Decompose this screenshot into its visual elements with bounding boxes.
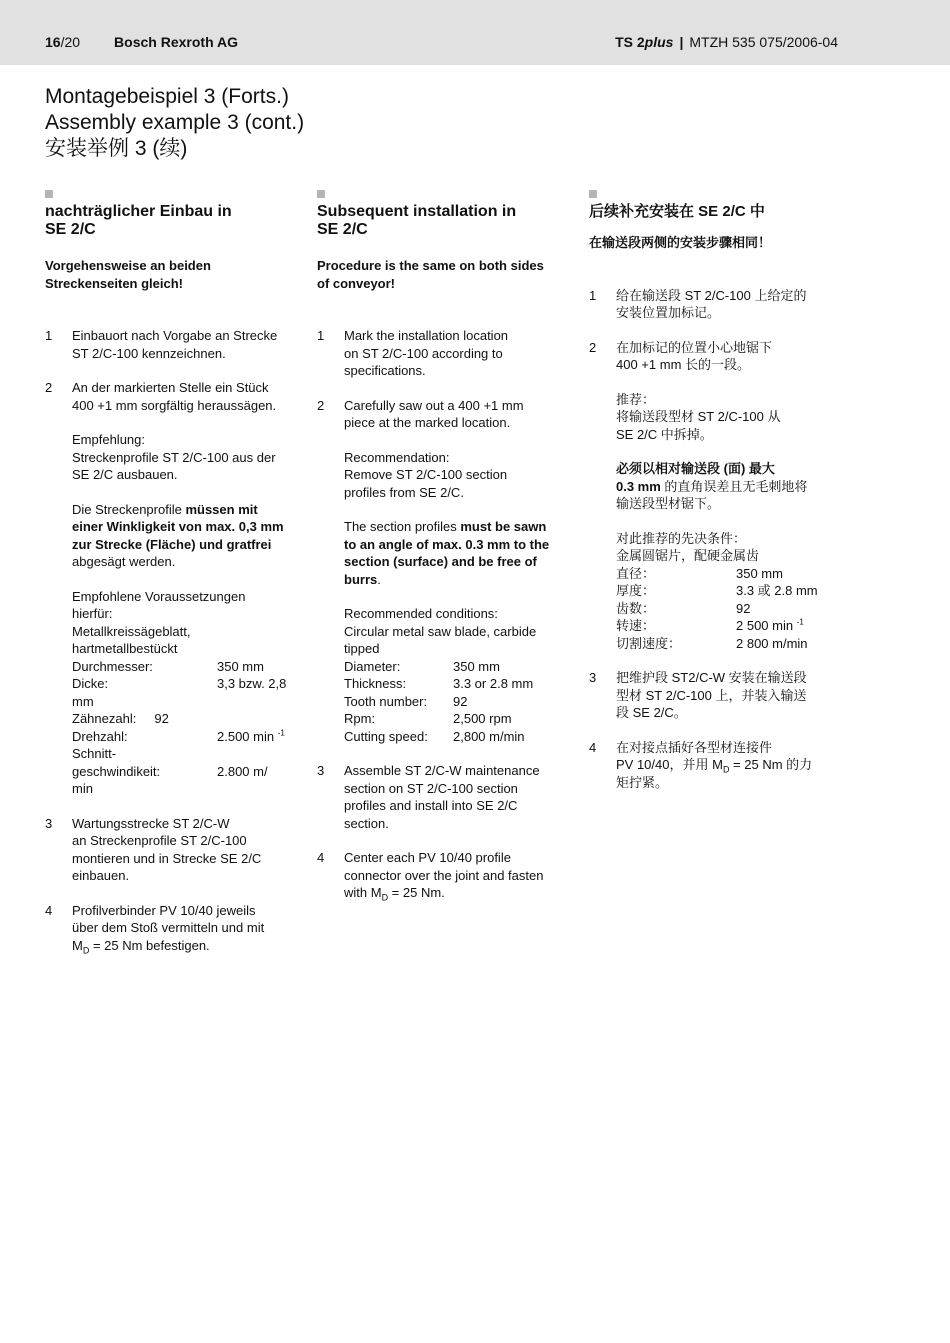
spec-diameter: 直径： 350 mm bbox=[616, 565, 783, 581]
recommendation: Recommendation: Remove ST 2/C-100 section profiles from SE 2/C. bbox=[344, 449, 508, 500]
step-3: 3 Wartungsstrecke ST 2/C-W an Streckenprofile ST 2/C-100 montieren und in Strecke SE 2/C einbauen. bbox=[45, 815, 262, 883]
section-note: Vorgehensweise an beiden Streckenseiten gleich! bbox=[45, 258, 211, 291]
step-list bbox=[589, 287, 844, 792]
spec-thickness: 厚度： 3.3 或 2.8 mm bbox=[616, 583, 818, 598]
requirement-note: The section profiles must be sawn to an angle of max. 0.3 mm to the section (surface) and be free of burrs. bbox=[344, 519, 550, 587]
column-chinese bbox=[589, 190, 844, 808]
step-list bbox=[317, 327, 572, 902]
spec-rpm: 转速： 2 500 min $^{-1}$ bbox=[616, 617, 804, 633]
spec-teeth: Zähnezahl: 92 bbox=[72, 711, 169, 726]
page-header bbox=[0, 0, 950, 65]
title-zh: 安装举例 3 (续) bbox=[45, 137, 188, 160]
title-de: Montagebeispiel 3 (Forts.) bbox=[45, 85, 289, 108]
page-total: /20 bbox=[60, 34, 81, 50]
column-english bbox=[317, 190, 572, 919]
step-1: 1 Einbauort nach Vorgabe an Strecke ST 2/C-100 kennzeichnen. bbox=[45, 328, 278, 361]
page-number: 16 bbox=[45, 34, 61, 50]
spec-thickness: Dicke: 3,3 bzw. 2,8 bbox=[72, 676, 287, 691]
step-4: 4 Center each PV 10/40 profile connector over the joint and fasten with $M_D = 25$ Nm. bbox=[317, 850, 544, 903]
section-heading: 后续补充安装在 SE 2/C 中 bbox=[589, 203, 765, 220]
section-bullet-icon bbox=[45, 190, 53, 198]
step-list bbox=[45, 327, 300, 954]
spec-diameter: Durchmesser: 350 mm bbox=[72, 658, 264, 674]
requirement-note: 必须以相对输送段 (面) 最大 0.3 mm 的直角误差且无毛刺地将 输送段型材锯下。 bbox=[616, 461, 808, 511]
step-3: 3 Assemble ST 2/C-W maintenance section on ST 2/C-100 section profiles and install into SE 2/C section. bbox=[317, 763, 540, 831]
requirement-note: Die Streckenprofile müssen mit einer Winkligkeit von max. 0,3 mm zur Strecke (Fläche) und gratfrei abgesägt werden. bbox=[72, 501, 284, 569]
spec-cutting-speed: geschwindikeit: 2.800 m/ bbox=[72, 763, 268, 779]
step-2: 2 Carefully saw out a 400 +1 mm piece at the marked location. Recommendation: Remove ST 2/C-100 section profiles from SE 2/C. The section profiles must be sawn to an angle of max. 0.3 mm to the section (surface) and be free of burrs. Recommended conditions: Circular metal saw blade, carbide tipped Diameter: 350 mm Thickness: 3.3 or 2.8 mm Tooth number: 92 Rpm: 2,500 rpm Cutting speed: 2,800 m/min bbox=[317, 397, 572, 746]
step-1: 1 给在输送段 ST 2/C-100 上给定的 安装位置加标记。 bbox=[589, 287, 807, 320]
company-name: Bosch Rexroth AG bbox=[114, 34, 238, 50]
section-note: 在输送段两侧的安装步骤相同！ bbox=[589, 235, 772, 250]
column-german bbox=[45, 190, 300, 971]
section-note: Procedure is the same on both sides of conveyor! bbox=[317, 258, 544, 291]
section-bullet-icon bbox=[317, 190, 325, 198]
document-number: MTZH 535 075/2006-04 bbox=[689, 34, 838, 50]
step-2: 2 在加标记的位置小心地锯下 400 +1 mm 长的一段。 推荐： 将输送段型材 ST 2/C-100 从 SE 2/C 中拆掉。 必须以相对输送段 (面) 最大 0.3 mm 的直角误差且无毛刺地将 输送段型材锯下。 对此推荐的先决条件： 金属圆锯片，配硬金属齿 直径： 350 mm 厚度： 3.3 或 2.8 mm 齿数： 92 转速： 2 500 min $^{-1}$ 切割速度： 2 800 m/min bbox=[589, 339, 844, 653]
spec-teeth: Tooth number: 92 bbox=[344, 693, 468, 709]
step-4: 4 在对接点插好各型材连接件 PV 10/40，并用 $M_D = 25$ Nm 的力 矩拧紧。 bbox=[589, 739, 813, 790]
step-4: 4 Profilverbinder PV 10/40 jeweils über dem Stoß vermitteln und mit $M_D = 25$ Nm befestigen. bbox=[45, 902, 265, 956]
step-2: 2 An der markierten Stelle ein Stück 400 +1 mm sorgfältig heraussägen. Empfehlung: Streckenprofile ST 2/C-100 aus der SE 2/C ausbauen. Die Streckenprofile müssen mit einer Winkligkeit von max. 0,3 mm zur Strecke (Fläche) und gratfrei abgesägt werden. Empfohlene Voraussetzungen hierfür: Metallkreissägeblatt, hartmetallbestückt Durchmesser: 350 mm Dicke: 3,3 bzw. 2,8 mm Zähnezahl: 92 Drehzahl: 2.500 min $^{-1}$ Schnitt- geschwindikeit: 2.800 m/ min bbox=[45, 379, 300, 798]
spec-diameter: Diameter: 350 mm bbox=[344, 658, 500, 674]
title-en: Assembly example 3 (cont.) bbox=[45, 111, 305, 134]
header-right bbox=[615, 34, 838, 50]
product-name: TS 2plus bbox=[615, 34, 674, 50]
spec-rpm: Drehzahl: 2.500 min $^{-1}$ bbox=[72, 728, 285, 744]
section-heading: nachträglicher Einbau in SE 2/C bbox=[45, 203, 232, 238]
recommendation: Empfehlung: Streckenprofile ST 2/C-100 aus der SE 2/C ausbauen. bbox=[72, 432, 276, 482]
spec-cutting-speed: 切割速度： 2 800 m/min bbox=[616, 635, 808, 651]
page-title bbox=[45, 84, 304, 162]
recommended-conditions: 对此推荐的先决条件： 金属圆锯片，配硬金属齿 直径： 350 mm 厚度： 3.3 或 2.8 mm 齿数： 92 转速： 2 500 min $^{-1}$ 切割速度： 2 800 m/min bbox=[616, 530, 844, 653]
spec-teeth: 齿数： 92 bbox=[616, 600, 751, 616]
recommended-conditions: Recommended conditions: Circular metal saw blade, carbide tipped Diameter: 350 mm Thickness: 3.3 or 2.8 mm Tooth number: 92 Rpm: 2,500 rpm Cutting speed: 2,800 m/min bbox=[344, 605, 572, 745]
step-3: 3 把维护段 ST2/C-W 安装在输送段 型材 ST 2/C-100 上，并装入输送 段 SE 2/C。 bbox=[589, 670, 807, 720]
recommendation: 推荐： 将输送段型材 ST 2/C-100 从 SE 2/C 中拆掉。 bbox=[616, 391, 781, 442]
spec-cutting-speed: Cutting speed: 2,800 m/min bbox=[344, 728, 525, 744]
spec-thickness: Thickness: 3.3 or 2.8 mm bbox=[344, 676, 534, 691]
recommended-conditions: Empfohlene Voraussetzungen hierfür: Metallkreissägeblatt, hartmetallbestückt Durchmesser: 350 mm Dicke: 3,3 bzw. 2,8 mm Zähnezahl: 92 Drehzahl: 2.500 min $^{-1}$ Schnitt- geschwindikeit: 2.800 m/ min bbox=[72, 588, 300, 798]
section-heading: Subsequent installation in SE 2/C bbox=[317, 203, 517, 238]
spec-rpm: Rpm: 2,500 rpm bbox=[344, 711, 512, 726]
step-1: 1 Mark the installation location on ST 2/C-100 according to specifications. bbox=[317, 328, 509, 378]
header-left bbox=[45, 34, 238, 50]
header-separator: | bbox=[679, 34, 684, 50]
section-bullet-icon bbox=[589, 190, 597, 198]
